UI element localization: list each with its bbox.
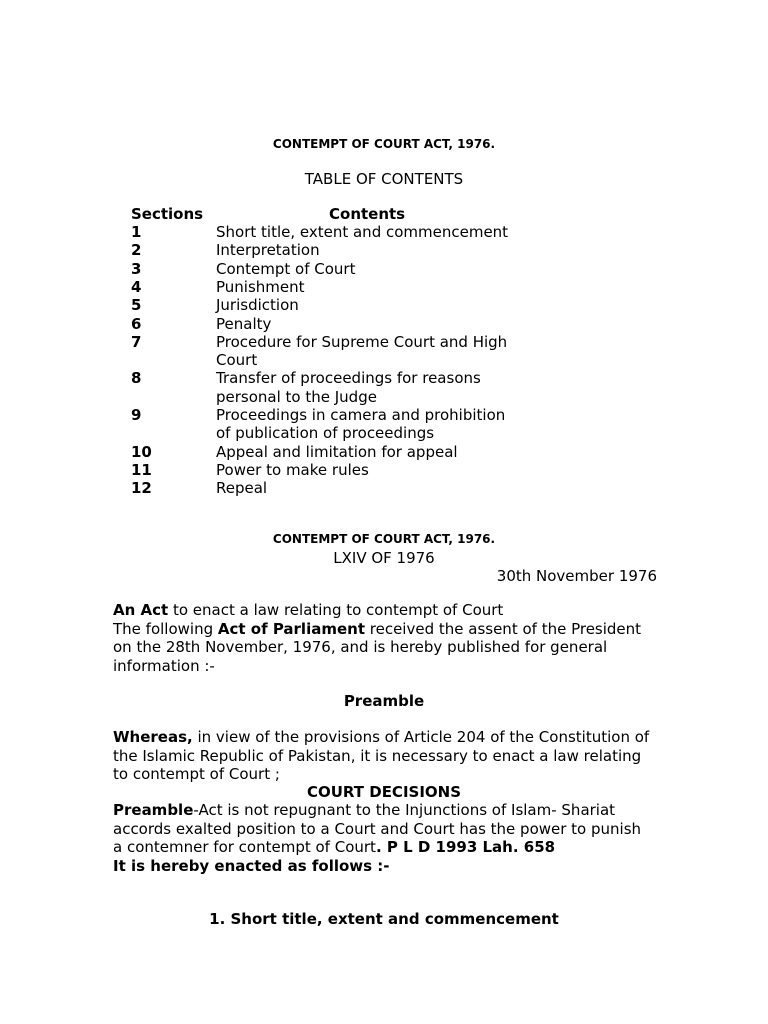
- toc-section-number: 11: [131, 460, 152, 479]
- toc-section-title: Court: [216, 351, 258, 370]
- whereas-paragraph: [113, 728, 673, 784]
- toc-section-title: Transfer of proceedings for reasons: [216, 369, 481, 388]
- toc-col-contents: Contents: [329, 205, 406, 223]
- p1-b: received the assent of the President: [365, 619, 642, 638]
- section-1-heading: 1. Short title, extent and commencement: [209, 910, 559, 928]
- toc-section-number: 10: [131, 442, 152, 461]
- toc-section-number: 7: [131, 332, 142, 351]
- court-decision-paragraph: [113, 801, 673, 875]
- cd-l2: accords exalted position to a Court and Court has the power to punish: [113, 819, 642, 838]
- act-number: LXIV OF 1976: [333, 549, 435, 567]
- toc-section-title: Power to make rules: [216, 460, 369, 479]
- toc-col-sections: Sections: [131, 205, 204, 223]
- act-date: 30th November 1976: [496, 567, 657, 585]
- toc-section-title: of publication of proceedings: [216, 424, 435, 443]
- cd-l3-a: a contemner for contempt of Court: [113, 838, 376, 856]
- toc-section-number: 3: [131, 259, 142, 278]
- toc-section-title: Penalty: [216, 314, 272, 333]
- toc-section-title: Procedure for Supreme Court and High: [216, 332, 508, 351]
- toc-section-number: 1: [131, 223, 142, 241]
- cd-citation: . P L D 1993 Lah. 658: [375, 838, 556, 856]
- toc-section-title: Appeal and limitation for appeal: [216, 442, 458, 461]
- whereas-l3: to contempt of Court ;: [113, 765, 280, 783]
- p1-line3: information :-: [113, 656, 215, 675]
- cd-l1: -Act is not repugnant to the Injunctions of Islam- Shariat: [193, 801, 616, 819]
- toc-heading: TABLE OF CONTENTS: [304, 170, 464, 188]
- court-decisions-heading: COURT DECISIONS: [306, 783, 462, 801]
- toc-section-number: 12: [131, 479, 152, 498]
- document-title: CONTEMPT OF COURT ACT, 1976.: [272, 137, 496, 151]
- enacted-line: It is hereby enacted as follows :-: [113, 856, 390, 875]
- intro-rest: to enact a law relating to contempt of Court: [168, 601, 504, 619]
- act-title: CONTEMPT OF COURT ACT, 1976.: [272, 532, 496, 546]
- whereas-bold: Whereas,: [113, 728, 193, 746]
- toc-section-title: Jurisdiction: [216, 296, 299, 315]
- toc-section-number: 9: [131, 406, 142, 424]
- whereas-l1: in view of the provisions of Article 204 of the Constitution of: [192, 728, 650, 746]
- intro-bold: An Act: [113, 601, 169, 619]
- whereas-l2: the Islamic Republic of Pakistan, it is necessary to enact a law relating: [113, 746, 642, 765]
- preamble-heading: Preamble: [343, 692, 425, 710]
- p1-bold: Act of Parliament: [217, 619, 365, 638]
- p1-a: The following: [113, 619, 218, 638]
- toc-section-title: Repeal: [216, 479, 268, 498]
- toc-section-number: 5: [131, 296, 142, 315]
- toc-section-title: Contempt of Court: [216, 259, 356, 278]
- toc-section-number: 4: [131, 277, 142, 296]
- toc-section-title: Punishment: [216, 277, 305, 296]
- toc-section-title: Interpretation: [216, 241, 320, 260]
- p1-line2: on the 28th November, 1976, and is hereby published for general: [113, 638, 608, 656]
- cd-bold: Preamble: [113, 801, 194, 819]
- toc-section-title: Short title, extent and commencement: [216, 223, 509, 241]
- toc-section-number: 8: [131, 369, 142, 388]
- toc-section-title: personal to the Judge: [216, 387, 377, 406]
- intro-paragraph: [113, 601, 673, 675]
- toc-section-number: 2: [131, 241, 142, 260]
- toc-section-number: 6: [131, 314, 142, 333]
- toc-section-title: Proceedings in camera and prohibition: [216, 406, 506, 424]
